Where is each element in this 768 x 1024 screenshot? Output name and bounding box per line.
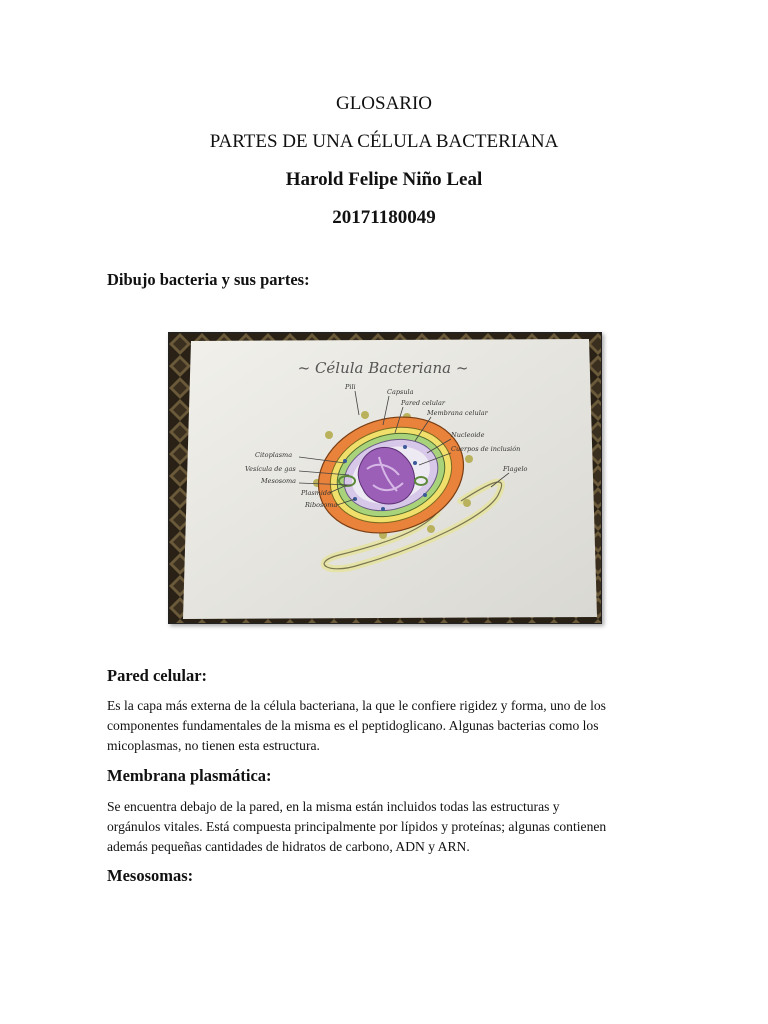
paragraph-line: orgánulos vitales. Está compuesta principalmente por lípidos y proteínas; algunas contienen	[107, 819, 607, 834]
paragraph-line: Se encuentra debajo de la pared, en la misma están incluidos todas las estructuras y	[107, 799, 560, 814]
drawing-heading: Dibujo bacteria y sus partes:	[107, 270, 310, 289]
label-vesicula: Vesícula de gas	[245, 465, 296, 473]
pared-celular-text	[107, 696, 672, 756]
label-flagelo: Flagelo	[503, 465, 528, 473]
paragraph-line: además pequeñas cantidades de hidratos de carbono, ADN y ARN.	[107, 839, 470, 854]
paragraph-line: Es la capa más externa de la célula bacteriana, la que le confiere rigidez y forma, uno de los	[107, 698, 606, 713]
label-membrana: Membrana celular	[427, 409, 488, 417]
student-id: 20171180049	[332, 207, 436, 228]
document-subtitle: PARTES DE UNA CÉLULA BACTERIANA	[209, 131, 559, 152]
label-pared: Pared celular	[401, 399, 445, 407]
mesosomas-heading: Mesosomas:	[107, 866, 194, 885]
label-citoplasma: Citoplasma	[255, 451, 293, 459]
label-capsula: Capsula	[387, 388, 414, 396]
paragraph-line: componentes fundamentales de la misma es el peptidoglicano. Algunas bacterias como los	[107, 718, 599, 733]
paragraph-line: micoplasmas, no tienen esta estructura.	[107, 738, 320, 753]
bacteria-drawing-photo	[168, 332, 602, 624]
document-title: GLOSARIO	[335, 93, 433, 114]
pared-celular-heading: Pared celular:	[107, 666, 208, 685]
title-block	[0, 90, 768, 242]
drawing-title: ~ Célula Bacteriana ~	[297, 359, 469, 377]
bacteria-drawing-svg	[169, 333, 601, 623]
author-name: Harold Felipe Niño Leal	[285, 169, 483, 190]
label-pili: Pili	[345, 383, 356, 391]
label-nucleoide: Nucleoide	[451, 431, 485, 439]
label-plasmido: Plasmido	[301, 489, 331, 497]
label-cuerpos: Cuerpos de inclusión	[451, 445, 521, 453]
membrana-plasmatica-text	[107, 797, 672, 857]
label-ribosoma: Ribosoma	[305, 501, 338, 509]
membrana-plasmatica-heading: Membrana plasmática:	[107, 766, 272, 785]
label-mesosoma: Mesosoma	[261, 477, 297, 485]
